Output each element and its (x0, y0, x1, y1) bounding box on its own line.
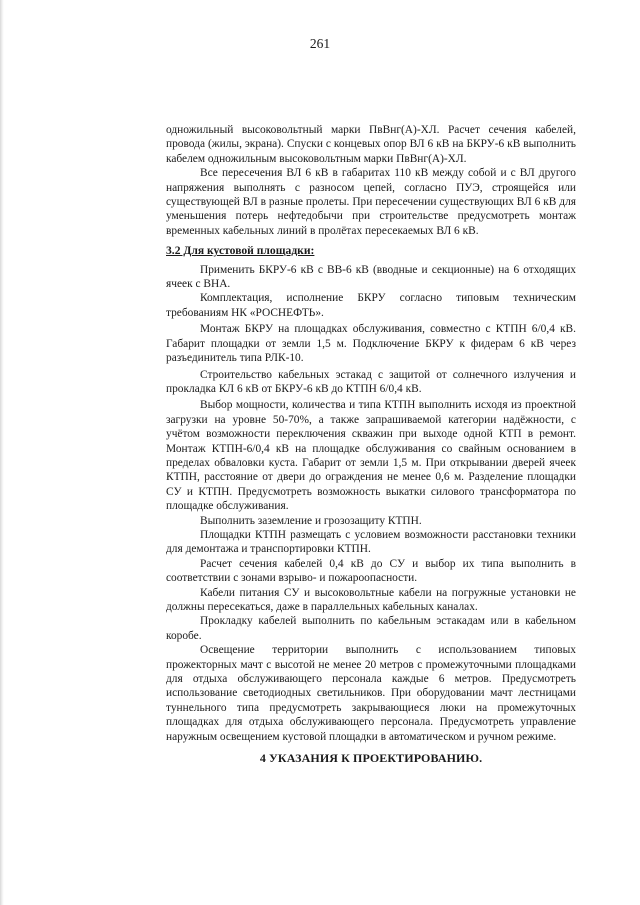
page-body (166, 123, 576, 765)
scan-edge-shadow (0, 0, 4, 905)
body-paragraph: Монтаж БКРУ на площадках обслуживания, совместно с КТПН 6/0,4 кВ. Габарит площадки от земли 1,5 м. Подключение БКРУ к фидерам 6 кВ через разъединитель типа РЛК-10. (166, 323, 576, 365)
body-paragraph: Выбор мощности, количества и типа КТПН выполнить исходя из проектной загрузки на уровне 50-70%, а также запрашиваемой категории надёжности, с учётом возможности переключения скважин при выходе одной КТП в ремонт. Монтаж КТПН-6/0,4 кВ на площадке обслуживания со свайным основанием в пределах обваловки куста. Габарит от земли 1,5 м. При открывании дверей ячеек КТПН, расстояние от двери до ограждения не менее 0,6 м. Разделение площадки СУ и КТПН. Предусмотреть возможность выкатки силового трансформатора по площадке обслуживания. (166, 399, 576, 513)
section-heading: 3.2 Для кустовой площадки: (166, 244, 315, 258)
body-paragraph: одножильный высоковольтный марки ПвВнг(А)-ХЛ. Расчет сечения кабелей, провода (жилы, экрана). Спуски с концевых опор ВЛ 6 кВ на БКРУ-6 кВ выполнить кабелем одножильным высоковольтным марки ПвВнг(А)-ХЛ. (166, 124, 576, 165)
body-paragraph: Строительство кабельных эстакад с защитой от солнечного излучения и прокладка КЛ 6 кВ от БКРУ-6 кВ до КТПН 6/0,4 кВ. (166, 368, 576, 395)
body-paragraph: Все пересечения ВЛ 6 кВ в габаритах 110 кВ между собой и с ВЛ другого напряжения выполнять с разносом цепей, согласно ПУЭ, строящейся или существующей ВЛ в разные пролеты. При пересечении существующих ВЛ 6 кВ для уменьшения потерь нефтедобычи при строительстве предусмотреть монтаж временных кабельных линий в пролётах пересекаемых ВЛ 6 кВ. (166, 167, 576, 237)
body-paragraph: Применить БКРУ-6 кВ с ВВ-6 кВ (вводные и секционные) на 6 отходящих ячеек с ВНА. (166, 263, 576, 291)
body-paragraph: Освещение территории выполнить с использованием типовых прожекторных мачт с высотой не менее 20 метров с промежуточными площадками для отдыха обслуживающего персонала каждые 6 метров. Предусмотреть использование светодиодных светильников. При оборудовании мачт лестницами туннельного типа предусмотреть закрывающиеся люки на промежуточных площадках для отдыха обслуживающего персонала. Предусмотреть управление наружным освещением кустовой площадки в автоматическом и ручном режиме. (166, 644, 576, 743)
body-paragraph: Комплектация, исполнение БКРУ согласно типовым техническим требованиям НК «РОСНЕФТЬ». (166, 292, 576, 319)
page-number: 261 (309, 36, 331, 51)
body-paragraph: Кабели питания СУ и высоковольтные кабели на погружные установки не должны пересекаться, даже в параллельных кабельных каналах. (166, 586, 576, 613)
body-paragraph: Выполнить заземление и грозозащиту КТПН. (200, 514, 422, 527)
body-paragraph: Площадки КТПН размещать с условием возможности расстановки техники для демонтажа и транспортировки КТПН. (166, 528, 576, 556)
body-paragraph: Прокладку кабелей выполнить по кабельным эстакадам или в кабельном коробе. (166, 615, 576, 642)
chapter-heading: 4 УКАЗАНИЯ К ПРОЕКТИРОВАНИЮ. (259, 751, 483, 766)
body-paragraph: Расчет сечения кабелей 0,4 кВ до СУ и выбор их типа выполнить в соответствии с зонами взрыво- и пожароопасности. (166, 557, 576, 585)
